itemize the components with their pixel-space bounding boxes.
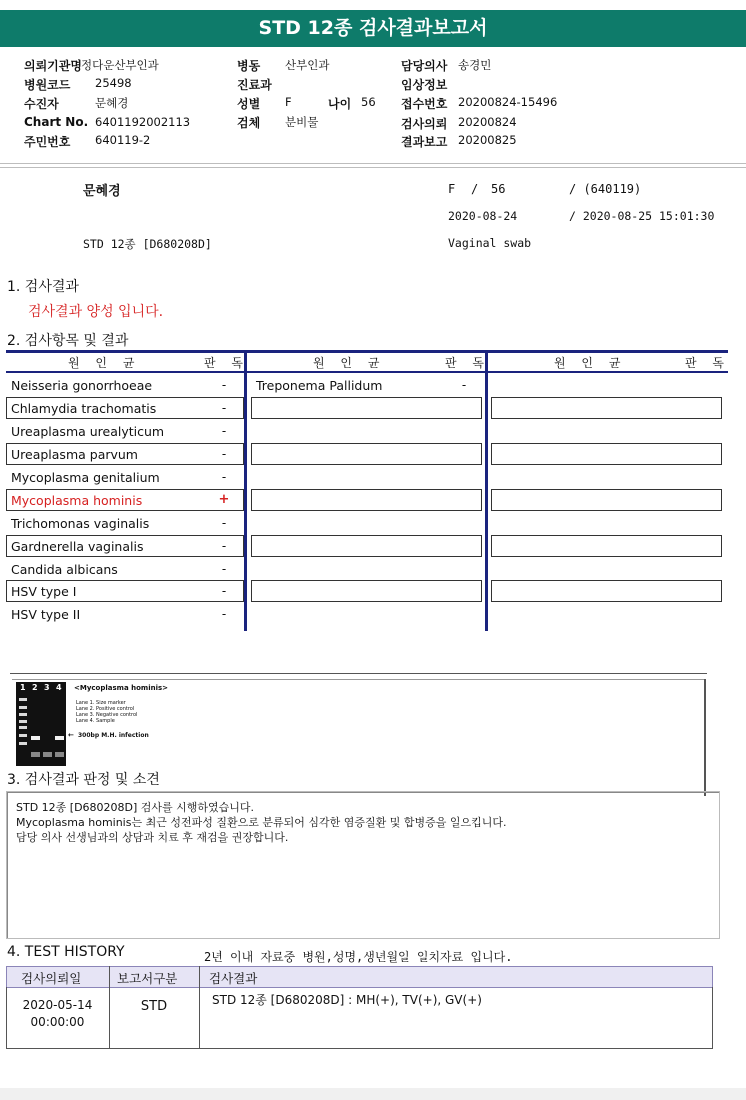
patient-name: 문혜경 (83, 184, 121, 199)
table-header-border (6, 371, 728, 373)
pathogen-result: - (221, 562, 227, 576)
header-label: 주민번호 (24, 135, 71, 149)
header-value: 25498 (95, 76, 132, 90)
pathogen-name: Ureaplasma parvum (11, 447, 138, 462)
divider (0, 167, 746, 168)
gel-arrow-label: 300bp M.H. infection (78, 732, 149, 739)
header-label: 진료과 (237, 78, 272, 92)
row-box (251, 397, 482, 419)
history-header: 검사의뢰일 (21, 971, 82, 986)
header-label: 담당의사 (401, 59, 448, 73)
header-label: 검사의뢰 (401, 117, 448, 131)
separator: / (471, 182, 479, 196)
pathogen-name-positive: Mycoplasma hominis (11, 493, 143, 508)
row-box (491, 397, 722, 419)
pathogen-result: - (221, 447, 227, 461)
lane-number: 1 (20, 683, 26, 692)
arrow-icon: ← (68, 731, 74, 739)
history-result: STD 12종 [D680208D] : MH(+), TV(+), GV(+) (212, 993, 482, 1007)
lane-number: 2 (32, 683, 38, 692)
pathogen-result: - (221, 470, 227, 484)
section4-title: 4. TEST HISTORY (7, 944, 125, 960)
opinion-line: STD 12종 [D680208D] 검사를 시행하였습니다. (16, 801, 255, 814)
header-label: 의뢰기관명 (24, 59, 82, 73)
gel-legend: Lane 4. Sample (76, 718, 115, 724)
section1-title: 1. 검사결과 (7, 279, 79, 295)
header-label: 임상정보 (401, 78, 448, 92)
gel-title: <Mycoplasma hominis> (74, 684, 169, 692)
pathogen-result: - (221, 516, 227, 530)
divider (6, 1048, 713, 1049)
pathogen-name: Gardnerella vaginalis (11, 539, 144, 554)
history-header: 보고서구분 (117, 971, 178, 986)
report-title: STD 12종 검사결과보고서 (0, 10, 746, 47)
header-judgement: 판 독 (445, 356, 490, 370)
pathogen-result: - (221, 539, 227, 553)
pathogen-result: - (221, 607, 227, 621)
history-type: STD (140, 999, 168, 1014)
header-pathogen: 원 인 균 (313, 356, 386, 370)
header-value: 640119-2 (95, 133, 151, 147)
row-box (491, 443, 722, 465)
result-summary: 검사결과 양성 입니다. (28, 304, 164, 320)
header-judgement: 판 독 (685, 356, 730, 370)
history-header: 검사결과 (209, 971, 258, 986)
history-time: 00:00:00 (30, 1015, 85, 1029)
header-value: 정다운산부인과 (81, 58, 159, 72)
pathogen-result: - (461, 378, 467, 392)
pathogen-result-positive: + (218, 492, 230, 507)
header-value: 20200824 (458, 115, 517, 129)
specimen: Vaginal swab (448, 236, 532, 250)
row-box (251, 535, 482, 557)
test-name: STD 12종 [D680208D] (83, 237, 212, 251)
row-box (491, 580, 722, 602)
header-value: 문혜경 (95, 96, 129, 110)
column-divider (244, 350, 247, 631)
pathogen-name: Mycoplasma genitalium (11, 470, 160, 485)
opinion-line: 담당 의사 선생님과의 상담과 치료 후 재검을 권장합니다. (16, 831, 289, 844)
age-label: 나이 (328, 97, 352, 111)
header-pathogen: 원 인 균 (68, 356, 141, 370)
divider (10, 673, 707, 674)
pathogen-result: - (221, 424, 227, 438)
header-value: 6401192002113 (95, 115, 191, 129)
header-label: 성별 (237, 97, 261, 111)
row-box (491, 489, 722, 511)
divider (199, 966, 200, 1049)
divider (12, 679, 704, 680)
opinion-box (6, 791, 720, 939)
lane-number: 4 (56, 683, 62, 692)
history-note: 2년 이내 자료중 병원,성명,생년월일 일치자료 입니다. (204, 950, 513, 964)
pathogen-result: - (221, 378, 227, 392)
header-label: 수진자 (24, 97, 59, 111)
header-label: Chart No. (24, 115, 89, 129)
header-value: 송경민 (458, 58, 492, 72)
divider (0, 163, 746, 164)
history-header-row (6, 966, 713, 988)
opinion-line: Mycoplasma hominis는 최근 성전파성 질환으로 분류되어 심각한 염증질환 및 합병증을 일으킵니다. (16, 816, 507, 829)
pathogen-name: HSV type I (11, 584, 77, 599)
row-box (491, 535, 722, 557)
age-value: 56 (361, 95, 376, 109)
pathogen-name: Chlamydia trachomatis (11, 401, 157, 416)
divider (712, 987, 713, 1049)
pathogen-name: Trichomonas vaginalis (11, 516, 150, 531)
patient-sex: F (448, 182, 456, 196)
section3-title: 3. 검사결과 판정 및 소견 (7, 772, 160, 788)
header-value: 산부인과 (285, 58, 330, 72)
gel-electrophoresis-image (16, 682, 66, 766)
history-date: 2020-05-14 (22, 998, 93, 1012)
pathogen-name: Candida albicans (11, 562, 118, 577)
row-box (251, 443, 482, 465)
header-label: 병동 (237, 59, 261, 73)
header-value: 20200825 (458, 133, 517, 147)
header-label: 병원코드 (24, 78, 71, 92)
header-pathogen: 원 인 균 (554, 356, 627, 370)
gel-legend: Lane 2. Positive control (76, 706, 135, 712)
request-date: 2020-08-24 (448, 209, 518, 223)
section2-title: 2. 검사항목 및 결과 (7, 333, 129, 349)
pathogen-name: Neisseria gonorrhoeae (11, 378, 153, 393)
header-label: 접수번호 (401, 97, 448, 111)
header-judgement: 판 독 (204, 356, 249, 370)
row-box (251, 489, 482, 511)
header-label: 검체 (237, 116, 261, 130)
pathogen-result: - (221, 401, 227, 415)
gel-legend: Lane 1. Size marker (76, 700, 126, 706)
pathogen-name: Treponema Pallidum (256, 378, 383, 393)
header-value: 분비물 (285, 115, 319, 129)
column-divider (485, 350, 488, 631)
lane-number: 3 (44, 683, 50, 692)
pathogen-result: - (221, 584, 227, 598)
footer-band (0, 1088, 746, 1100)
divider (704, 679, 706, 796)
row-box (251, 580, 482, 602)
pathogen-name: HSV type II (11, 607, 81, 622)
report-datetime: / 2020-08-25 15:01:30 (569, 209, 715, 223)
header-label: 결과보고 (401, 135, 448, 149)
patient-birth: / (640119) (569, 182, 642, 196)
header-value: 20200824-15496 (458, 95, 558, 109)
gel-legend: Lane 3. Negative control (76, 712, 138, 718)
pathogen-name: Ureaplasma urealyticum (11, 424, 165, 439)
header-value: F (285, 95, 292, 109)
table-top-border (6, 350, 728, 353)
patient-age: 56 (491, 182, 506, 196)
